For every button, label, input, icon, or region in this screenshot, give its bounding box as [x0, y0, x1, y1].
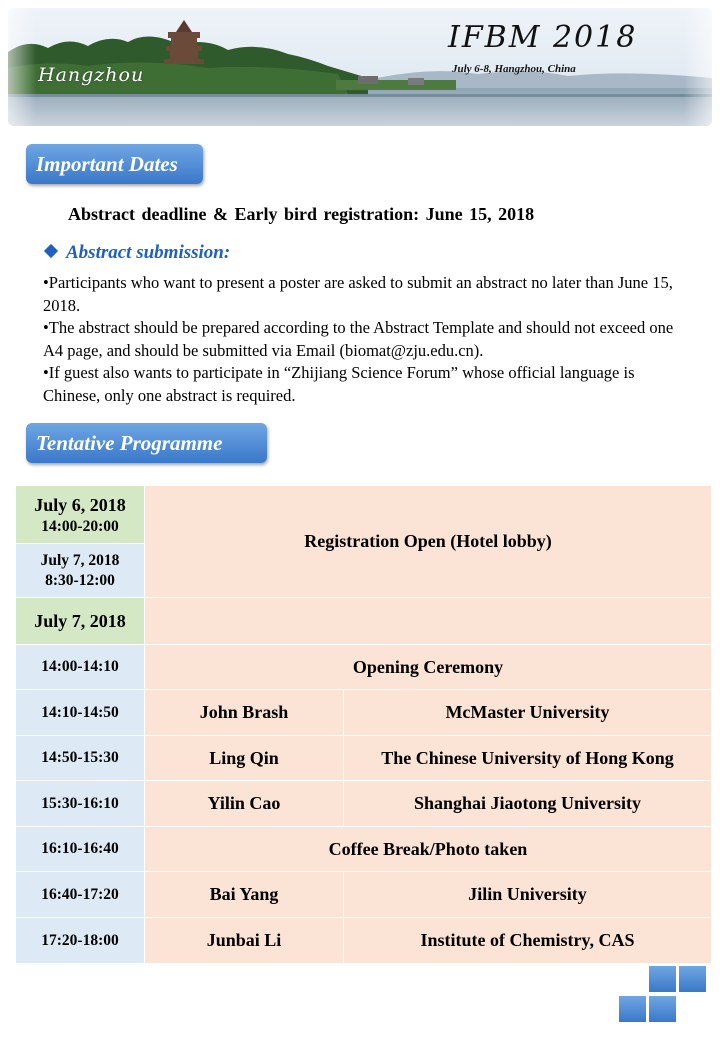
affiliation-cell: Shanghai Jiaotong University — [344, 781, 712, 827]
tentative-programme-header: Tentative Programme — [26, 423, 267, 463]
date-cell — [16, 544, 145, 598]
speaker-cell: Ling Qin — [145, 736, 344, 781]
decor-square-icon — [679, 966, 706, 992]
table-row — [16, 827, 712, 872]
affiliation-cell: The Chinese University of Hong Kong — [344, 736, 712, 781]
table-row — [16, 781, 712, 827]
banner-subtitle: July 6-8, Hangzhou, China — [452, 63, 576, 75]
table-row — [16, 918, 712, 964]
day1-time: 14:00-20:00 — [41, 517, 119, 535]
date-cell — [16, 486, 145, 544]
time-cell: 16:40-17:20 — [16, 872, 145, 918]
programme-table — [15, 485, 712, 964]
day2-time: 8:30-12:00 — [45, 571, 115, 589]
table-row — [16, 736, 712, 781]
speaker-cell: John Brash — [145, 690, 344, 736]
important-dates-header: Important Dates — [26, 144, 203, 184]
banner-title: IFBM 2018 — [448, 20, 638, 55]
deadline-text: Abstract deadline & Early bird registration: June 15, 2018 — [68, 204, 535, 224]
time-cell: 14:10-14:50 — [16, 690, 145, 736]
time-cell: 14:00-14:10 — [16, 645, 145, 690]
header-banner — [8, 8, 712, 126]
afternoon-date-cell — [16, 598, 145, 645]
abstract-paragraph: •If guest also wants to participate in “Zhijiang Science Forum” whose official language is Chinese, only one abstract is required. — [43, 363, 635, 405]
time-cell: 17:20-18:00 — [16, 918, 145, 964]
speaker-cell: Bai Yang — [145, 872, 344, 918]
table-row — [16, 645, 712, 690]
time-cell: 15:30-16:10 — [16, 781, 145, 827]
abstract-heading-label: Abstract submission: — [66, 242, 231, 263]
event-cell: Coffee Break/Photo taken — [145, 827, 712, 872]
decor-square-icon — [649, 966, 676, 992]
speaker-cell: Junbai Li — [145, 918, 344, 964]
affiliation-cell: Institute of Chemistry, CAS — [344, 918, 712, 964]
table-row — [16, 872, 712, 918]
afternoon-date: July 7, 2018 — [34, 611, 126, 631]
abstract-instructions — [43, 272, 683, 407]
affiliation-cell: Jilin University — [344, 872, 712, 918]
table-row — [16, 598, 712, 645]
decor-square-icon — [649, 996, 676, 1022]
abstract-paragraph: •Participants who want to present a poster are asked to submit an abstract no later than June 15, 2018. — [43, 273, 673, 315]
banner-city: Hangzhou — [38, 64, 145, 86]
decor-square-icon — [619, 996, 646, 1022]
registration-cell: Registration Open (Hotel lobby) — [145, 486, 712, 598]
table-row — [16, 690, 712, 736]
time-cell: 16:10-16:40 — [16, 827, 145, 872]
abstract-submission-heading — [46, 242, 230, 264]
diamond-bullet-icon — [44, 244, 58, 258]
event-cell: Opening Ceremony — [145, 645, 712, 690]
day2-date: July 7, 2018 — [40, 551, 120, 569]
table-row — [16, 486, 712, 544]
abstract-paragraph: •The abstract should be prepared according to the Abstract Template and should not exceed one A4 page, and should be submitted via Email (biomat@zju.edu.cn). — [43, 318, 674, 360]
time-cell: 14:50-15:30 — [16, 736, 145, 781]
speaker-cell: Yilin Cao — [145, 781, 344, 827]
day1-date: July 6, 2018 — [34, 494, 126, 515]
affiliation-cell: McMaster University — [344, 690, 712, 736]
empty-cell — [145, 598, 712, 645]
